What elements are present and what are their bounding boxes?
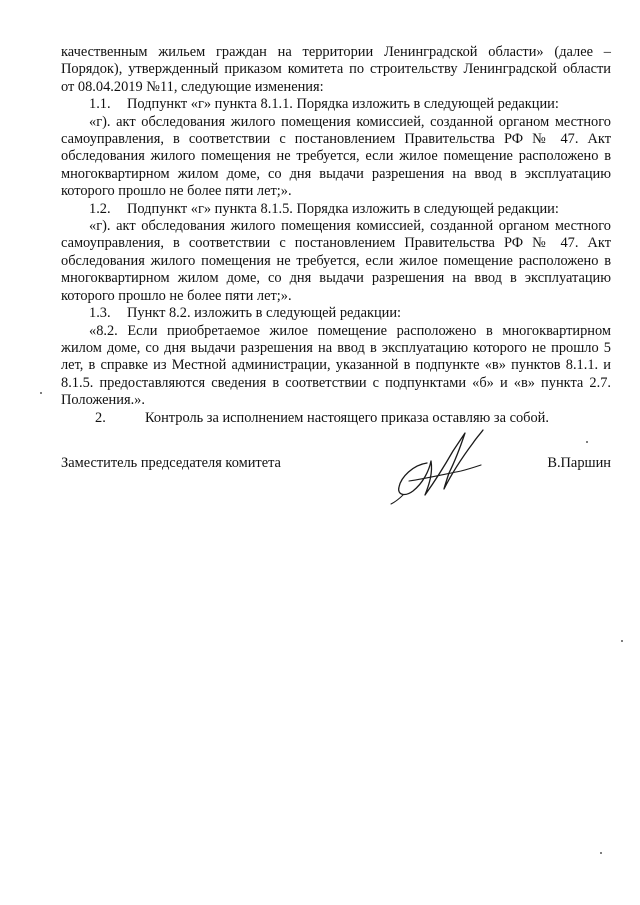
item-1-3-heading: [89, 305, 611, 322]
item-heading-text: Подпункт «г» пункта 8.1.5. Порядка изложить в следующей редакции:: [127, 200, 559, 217]
signatory-name: В.Паршин: [547, 455, 611, 471]
signature-block: [61, 455, 611, 515]
scan-speck: [40, 392, 42, 394]
item-1-2-body: «г). акт обследования жилого помещения комиссией, созданной органом местного самоуправления, в соответствии с постановлением Правительства РФ № 47. Акт обследования жилого помещения не требуется, если жилое помещение расположено в многоквартирном жилом доме, со дня выдачи разрешения на ввод в эксплуатацию которого прошло не более пяти лет;».: [61, 218, 611, 304]
item-heading-text: Пункт 8.2. изложить в следующей редакции:: [127, 305, 402, 322]
scan-speck: [621, 640, 623, 642]
item-number: 1.3.: [89, 305, 111, 322]
intro-paragraph: качественным жильем граждан на территории Ленинградской области» (далее – Порядок), утвержденный приказом комитета по строительству Ленинградской области от 08.04.2019 №11, следующие изменения:: [61, 44, 611, 95]
item-1-2-heading: [89, 201, 611, 218]
signatory-title: Заместитель председателя комитета: [61, 455, 281, 471]
item-heading-text: Подпункт «г» пункта 8.1.1. Порядка изложить в следующей редакции:: [127, 96, 559, 113]
item-1-1-body: «г). акт обследования жилого помещения комиссией, созданной органом местного самоуправления, в соответствии с постановлением Правительства РФ № 47. Акт обследования жилого помещения не требуется, если жилое помещение расположено в многоквартирном жилом доме, со дня выдачи разрешения на ввод в эксплуатацию которого прошло не более пяти лет;».: [61, 113, 611, 200]
scan-speck: [586, 441, 588, 443]
scan-speck: [600, 852, 602, 854]
item-number: 1.2.: [89, 200, 111, 217]
item-1-1-heading: [89, 96, 611, 113]
item-2: [95, 410, 611, 427]
item-number: 1.1.: [89, 96, 111, 113]
document-body: [61, 44, 611, 427]
item-number: 2.: [95, 409, 106, 426]
item-1-3-body: «8.2. Если приобретаемое жилое помещение расположено в многоквартирном жилом доме, со дня выдачи разрешения на ввод в эксплуатацию которого не прошло 5 лет, в справке из Местной администрации, указанной в подпункте «в» пунктов 8.1.1. и 8.1.5. предоставляются сведения в соответствии с подпунктами «б» и «в» пункта 2.7. Положения.».: [61, 322, 611, 409]
handwritten-signature: [383, 425, 493, 507]
item-2-text: Контроль за исполнением настоящего приказа оставляю за собой.: [145, 409, 549, 426]
